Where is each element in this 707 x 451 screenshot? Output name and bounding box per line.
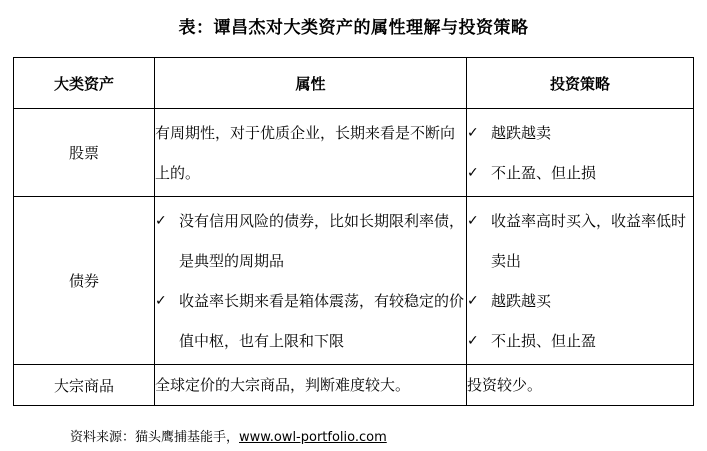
attribute-cell [155,365,467,406]
asset-cell: 股票 [14,109,155,197]
strategy-item: ✓ 收益率高时买入，收益率低时卖出 [467,201,693,281]
strategy-item: ✓ 不止盈、但止损 [467,153,693,193]
attribute-item: ✓ 收益率长期来看是箱体震荡，有较稳定的价值中枢，也有上限和下限 [155,281,466,361]
strategy-cell [467,197,694,365]
strategy-cell [467,109,694,197]
check-icon: ✓ [467,124,479,141]
check-icon: ✓ [155,292,167,309]
strategy-text: 投资较少。 [467,376,543,394]
asset-strategy-table [13,57,694,406]
attribute-text: 有周期性，对于优质企业，长期来看是不断向上的。 [155,123,456,182]
table-row [14,197,694,365]
table-row [14,365,694,406]
source-link[interactable]: www.owl-portfolio.com [239,430,387,445]
strategy-item: ✓ 不止损、但止盈 [467,321,693,361]
source-label: 资料来源：猫头鹰捕基能手， [70,430,240,445]
header-row [14,58,694,109]
attribute-cell [155,109,467,197]
attribute-text: 全球定价的大宗商品，判断难度较大。 [155,376,411,394]
strategy-item: ✓ 越跌越买 [467,281,693,321]
check-icon: ✓ [155,212,167,229]
strategy-cell [467,365,694,406]
header-asset: 大类资产 [14,58,155,109]
check-icon: ✓ [467,332,479,349]
header-attribute: 属性 [155,58,467,109]
check-icon: ✓ [467,164,479,181]
attribute-item: ✓ 没有信用风险的债券，比如长期限利率债，是典型的周期品 [155,201,466,281]
table-row [14,109,694,197]
table-title: 表：谭昌杰对大类资产的属性理解与投资策略 [178,18,529,38]
header-strategy: 投资策略 [467,58,694,109]
source-note [70,426,387,445]
asset-cell: 大宗商品 [14,365,155,406]
asset-cell: 债券 [14,197,155,365]
check-icon: ✓ [467,292,479,309]
attribute-cell [155,197,467,365]
strategy-item: ✓ 越跌越卖 [467,113,693,153]
check-icon: ✓ [467,212,479,229]
